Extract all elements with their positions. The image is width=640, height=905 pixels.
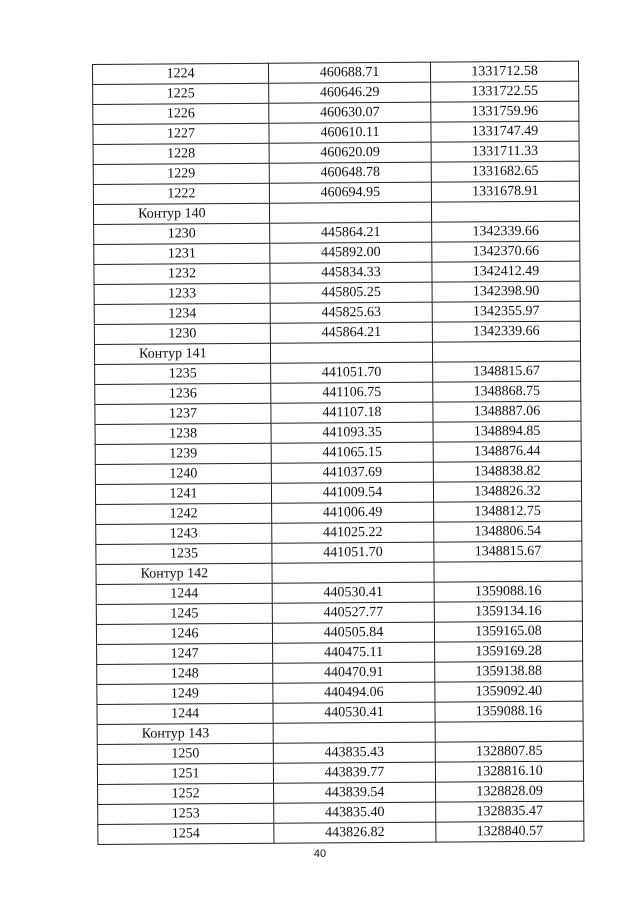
y-coordinate-cell: 1348876.44 — [433, 441, 581, 462]
point-number-cell: 1241 — [95, 483, 271, 504]
x-coordinate-cell: 443839.54 — [274, 782, 436, 803]
point-number-cell: 1232 — [94, 263, 270, 284]
y-coordinate-cell: 1348826.32 — [433, 481, 581, 502]
x-coordinate-cell: 441037.69 — [271, 462, 433, 483]
contour-label: Контур 140 — [93, 203, 269, 224]
coordinate-table — [92, 61, 584, 845]
contour-label: Контур 143 — [97, 723, 273, 744]
point-number-cell: 1252 — [98, 783, 274, 804]
point-number-cell: 1228 — [93, 143, 269, 164]
y-coordinate-cell: 1331682.65 — [431, 161, 579, 182]
x-coordinate-cell: 445864.21 — [270, 222, 432, 243]
contour-label: Контур 142 — [96, 563, 272, 584]
point-number-cell: 1250 — [97, 743, 273, 764]
table-row — [95, 481, 581, 504]
table-row — [94, 321, 580, 344]
y-coordinate-cell: 1348812.75 — [434, 501, 582, 522]
empty-cell — [434, 561, 582, 582]
y-coordinate-cell: 1348868.75 — [433, 381, 581, 402]
table-row — [97, 741, 583, 764]
y-coordinate-cell: 1359088.16 — [434, 581, 582, 602]
y-coordinate-cell: 1328816.10 — [435, 761, 583, 782]
table-row — [93, 101, 579, 124]
table-row — [97, 661, 583, 684]
y-coordinate-cell: 1348887.06 — [433, 401, 581, 422]
point-number-cell: 1235 — [95, 363, 271, 384]
x-coordinate-cell: 445834.33 — [270, 262, 432, 283]
table-row — [93, 141, 579, 164]
contour-label: Контур 141 — [94, 343, 270, 364]
table-row — [95, 401, 581, 424]
x-coordinate-cell: 443835.43 — [273, 742, 435, 763]
table-row — [95, 461, 581, 484]
empty-cell — [435, 721, 583, 742]
table-row — [93, 161, 579, 184]
table-row — [93, 81, 579, 104]
x-coordinate-cell: 440475.11 — [273, 642, 435, 663]
x-coordinate-cell: 443839.77 — [273, 762, 435, 783]
point-number-cell: 1229 — [93, 163, 269, 184]
point-number-cell: 1240 — [95, 463, 271, 484]
y-coordinate-cell: 1328807.85 — [435, 741, 583, 762]
table-row — [97, 701, 583, 724]
x-coordinate-cell: 441093.35 — [271, 422, 433, 443]
y-coordinate-cell: 1348806.54 — [434, 521, 582, 542]
table-row — [95, 441, 581, 464]
x-coordinate-cell: 441106.75 — [271, 382, 433, 403]
table-row — [95, 381, 581, 404]
table-row — [96, 521, 582, 544]
point-number-cell: 1231 — [94, 243, 270, 264]
y-coordinate-cell: 1342370.66 — [432, 241, 580, 262]
x-coordinate-cell: 441009.54 — [271, 482, 433, 503]
table-row — [93, 121, 579, 144]
y-coordinate-cell: 1342398.90 — [432, 281, 580, 302]
y-coordinate-cell: 1331678.91 — [431, 181, 579, 202]
point-number-cell: 1230 — [94, 223, 270, 244]
page-number: 40 — [313, 848, 327, 860]
x-coordinate-cell: 441006.49 — [272, 502, 434, 523]
y-coordinate-cell: 1331759.96 — [431, 101, 579, 122]
table-row — [95, 361, 581, 384]
y-coordinate-cell: 1342339.66 — [432, 221, 580, 242]
x-coordinate-cell: 445825.63 — [270, 302, 432, 323]
point-number-cell: 1236 — [95, 383, 271, 404]
point-number-cell: 1224 — [93, 63, 269, 84]
x-coordinate-cell: 440530.41 — [272, 582, 434, 603]
point-number-cell: 1246 — [96, 623, 272, 644]
point-number-cell: 1237 — [95, 403, 271, 424]
empty-cell — [273, 722, 435, 743]
point-number-cell: 1248 — [97, 663, 273, 684]
point-number-cell: 1238 — [95, 423, 271, 444]
table-row — [96, 581, 582, 604]
x-coordinate-cell: 440494.06 — [273, 682, 435, 703]
x-coordinate-cell: 460630.07 — [269, 102, 431, 123]
y-coordinate-cell: 1348815.67 — [433, 361, 581, 382]
y-coordinate-cell: 1359092.40 — [435, 681, 583, 702]
x-coordinate-cell: 460648.78 — [269, 162, 431, 183]
table-row — [97, 681, 583, 704]
point-number-cell: 1245 — [96, 603, 272, 624]
x-coordinate-cell: 460694.95 — [269, 182, 431, 203]
y-coordinate-cell: 1348815.67 — [434, 541, 582, 562]
point-number-cell: 1242 — [96, 503, 272, 524]
y-coordinate-cell: 1328835.47 — [436, 801, 584, 822]
empty-cell — [431, 201, 579, 222]
point-number-cell: 1254 — [98, 823, 274, 844]
x-coordinate-cell: 441051.70 — [272, 542, 434, 563]
y-coordinate-cell: 1331712.58 — [430, 61, 578, 82]
x-coordinate-cell: 440527.77 — [272, 602, 434, 623]
point-number-cell: 1249 — [97, 683, 273, 704]
empty-cell — [270, 342, 432, 363]
point-number-cell: 1247 — [97, 643, 273, 664]
y-coordinate-cell: 1342355.97 — [432, 301, 580, 322]
y-coordinate-cell: 1328828.09 — [436, 781, 584, 802]
y-coordinate-cell: 1342412.49 — [432, 261, 580, 282]
y-coordinate-cell: 1342339.66 — [432, 321, 580, 342]
empty-cell — [272, 562, 434, 583]
x-coordinate-cell: 440505.84 — [272, 622, 434, 643]
table-row — [94, 301, 580, 324]
table-row — [94, 241, 580, 264]
point-number-cell: 1225 — [93, 83, 269, 104]
x-coordinate-cell: 443826.82 — [274, 822, 436, 843]
y-coordinate-cell: 1359134.16 — [434, 601, 582, 622]
table-row — [97, 761, 583, 784]
point-number-cell: 1226 — [93, 103, 269, 124]
y-coordinate-cell: 1331747.49 — [431, 121, 579, 142]
point-number-cell: 1233 — [94, 283, 270, 304]
table-row — [98, 821, 584, 844]
x-coordinate-cell: 443835.40 — [274, 802, 436, 823]
x-coordinate-cell: 445892.00 — [270, 242, 432, 263]
y-coordinate-cell: 1359138.88 — [435, 661, 583, 682]
y-coordinate-cell: 1348894.85 — [433, 421, 581, 442]
table-row — [93, 181, 579, 204]
point-number-cell: 1227 — [93, 123, 269, 144]
point-number-cell: 1243 — [96, 523, 272, 544]
y-coordinate-cell: 1359165.08 — [434, 621, 582, 642]
x-coordinate-cell: 441051.70 — [271, 362, 433, 383]
x-coordinate-cell: 441025.22 — [272, 522, 434, 543]
table-row — [97, 641, 583, 664]
table-row — [93, 61, 579, 84]
table-row — [96, 601, 582, 624]
x-coordinate-cell: 441065.15 — [271, 442, 433, 463]
x-coordinate-cell: 460620.09 — [269, 142, 431, 163]
x-coordinate-cell: 440530.41 — [273, 702, 435, 723]
empty-cell — [432, 341, 580, 362]
point-number-cell: 1251 — [97, 763, 273, 784]
point-number-cell: 1253 — [98, 803, 274, 824]
point-number-cell: 1234 — [94, 303, 270, 324]
y-coordinate-cell: 1359169.28 — [435, 641, 583, 662]
y-coordinate-cell: 1359088.16 — [435, 701, 583, 722]
x-coordinate-cell: 445864.21 — [270, 322, 432, 343]
point-number-cell: 1244 — [97, 703, 273, 724]
coordinate-table-body — [93, 61, 584, 844]
table-row — [94, 261, 580, 284]
point-number-cell: 1239 — [95, 443, 271, 464]
table-row — [94, 281, 580, 304]
point-number-cell: 1222 — [93, 183, 269, 204]
empty-cell — [269, 202, 431, 223]
y-coordinate-cell: 1328840.57 — [436, 821, 584, 842]
x-coordinate-cell: 460688.71 — [268, 62, 430, 83]
y-coordinate-cell: 1348838.82 — [433, 461, 581, 482]
table-row — [98, 801, 584, 824]
y-coordinate-cell: 1331722.55 — [431, 81, 579, 102]
table-row — [96, 541, 582, 564]
point-number-cell: 1235 — [96, 543, 272, 564]
x-coordinate-cell: 445805.25 — [270, 282, 432, 303]
x-coordinate-cell: 440470.91 — [273, 662, 435, 683]
table-row — [95, 421, 581, 444]
x-coordinate-cell: 460646.29 — [269, 82, 431, 103]
x-coordinate-cell: 460610.11 — [269, 122, 431, 143]
table-row — [96, 501, 582, 524]
y-coordinate-cell: 1331711.33 — [431, 141, 579, 162]
point-number-cell: 1230 — [94, 323, 270, 344]
point-number-cell: 1244 — [96, 583, 272, 604]
table-row — [98, 781, 584, 804]
table-row — [96, 621, 582, 644]
x-coordinate-cell: 441107.18 — [271, 402, 433, 423]
table-row — [94, 221, 580, 244]
